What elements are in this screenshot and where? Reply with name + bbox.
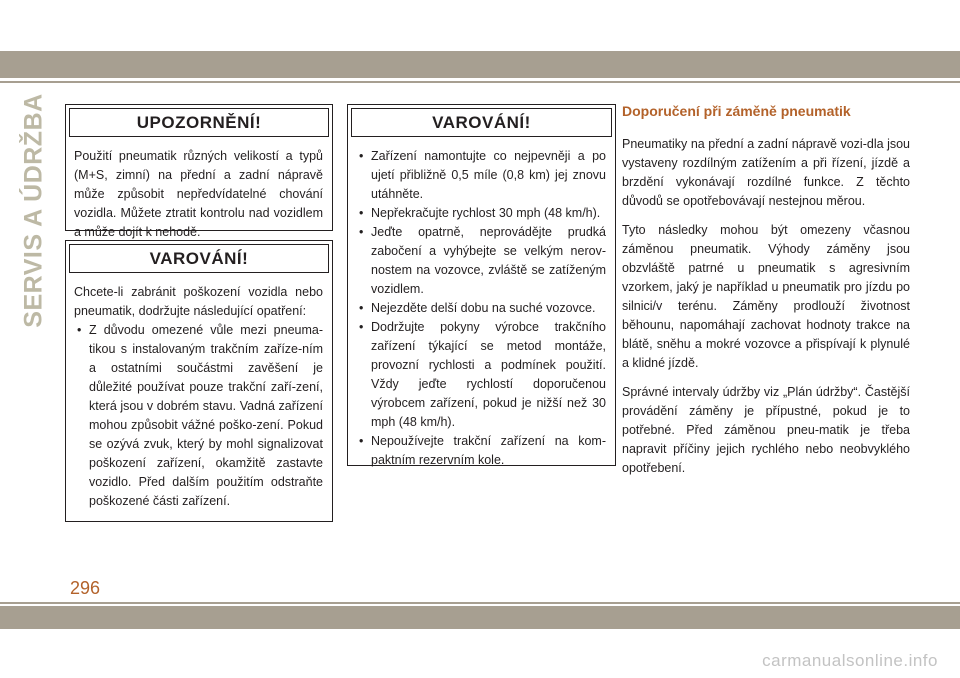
header-band (0, 51, 960, 78)
warning-item: • Nejezděte delší dobu na suché vozovce. (356, 299, 606, 318)
warning-box-2 (347, 104, 616, 466)
page-number: 296 (70, 578, 101, 598)
footer-band (0, 606, 960, 629)
watermark: carmanualsonline.info (762, 651, 938, 670)
section-paragraph: Správné intervaly údržby viz „Plán údržby“. Častější provádění záměny je přípustné, pokud je to potřebné. Před záměnou pneu-matik je třeba napravit příčiny jejich rychlého nebo neobvyklého opotřebení. (622, 385, 910, 475)
warning-list (74, 321, 323, 511)
caution-box (65, 104, 333, 239)
warning-item: • Nepoužívejte trakční zařízení na kom-paktním rezervním kole. (356, 432, 606, 470)
warning-item: • Jeďte opatrně, neprovádějte prudká zabočení a vyhýbejte se velkým nerov-nostem na vozovce, zvláště se zatíženým vozidlem. (356, 223, 606, 299)
warning-list (356, 147, 606, 470)
side-tab-label: SERVIS A ÚDRŽBA (19, 92, 48, 328)
warning-box-1 (65, 240, 333, 522)
warning-item: • Dodržujte pokyny výrobce trakčního zařízení týkající se metod montáže, provozní rychlosti a podmínek použití. Vždy jeďte rychlostí doporučenou výrobcem zařízení, pokud je nižší než 30 mph (48 km/h). (356, 318, 606, 432)
footer-rule (0, 602, 960, 604)
caution-text: Použití pneumatik různých velikostí a typů (M+S, zimní) na přední a zadní nápravě může způsobit nepředvídatelné chování vozidla. Můžete ztratit kontrolu nad vozidlem a může dojít k nehodě. (74, 149, 323, 239)
section-title: Doporučení při záměně pneumatik (622, 103, 851, 119)
warning-item: • Nepřekračujte rychlost 30 mph (48 km/h). (356, 204, 606, 223)
header-rule (0, 81, 960, 83)
warning-item: • Z důvodu omezené vůle mezi pneuma-tikou s instalovaným trakčním zaříze-ním a ostatními součástmi zavěšení je důležité používat pouze trakční zaří-zení, která jsou v dobrém stavu. Vadná zařízení mohou způsobit vážné poško-zení. Pokud se ozývá zvuk, který by mohl signalizovat poškození zařízení, okamžitě zastavte vozidlo. Před dalším použitím odstraňte poškozené části zařízení. (74, 321, 323, 511)
warning-heading: VAROVÁNÍ! (69, 244, 329, 273)
warning-heading: VAROVÁNÍ! (351, 108, 612, 137)
section-paragraph: Tyto následky mohou být omezeny včasnou záměnou pneumatik. Výhody záměny jsou obzvláště patrné u pneumatik s agresivním vzorkem, jaký je například u pneumatik pro jízdu po silnici/v terénu. Záměny prodlouží životnost běhounu, napomáhají zachovat hodnoty trakce na blátě, sněhu a mokré vozovce a přispívají k plynulé a klidné jízdě. (622, 223, 910, 370)
section-side-tab (14, 92, 54, 328)
warning-item: • Zařízení namontujte co nejpevněji a po ujetí přibližně 0,5 míle (0,8 km) jej znovu utáhněte. (356, 147, 606, 204)
tire-rotation-section (622, 103, 910, 488)
caution-heading: UPOZORNĚNÍ! (69, 108, 329, 137)
warning-intro: Chcete-li zabránit poškození vozidla nebo pneumatik, dodržujte následující opatření: (74, 285, 323, 318)
section-paragraph: Pneumatiky na přední a zadní nápravě vozi-dla jsou vystaveny rozdílným zatížením a při řízení, jízdě a brzdění vykonávají rozdílné funkce. Z těchto důvodů se opotřebovávají nestejnou měrou. (622, 137, 910, 208)
